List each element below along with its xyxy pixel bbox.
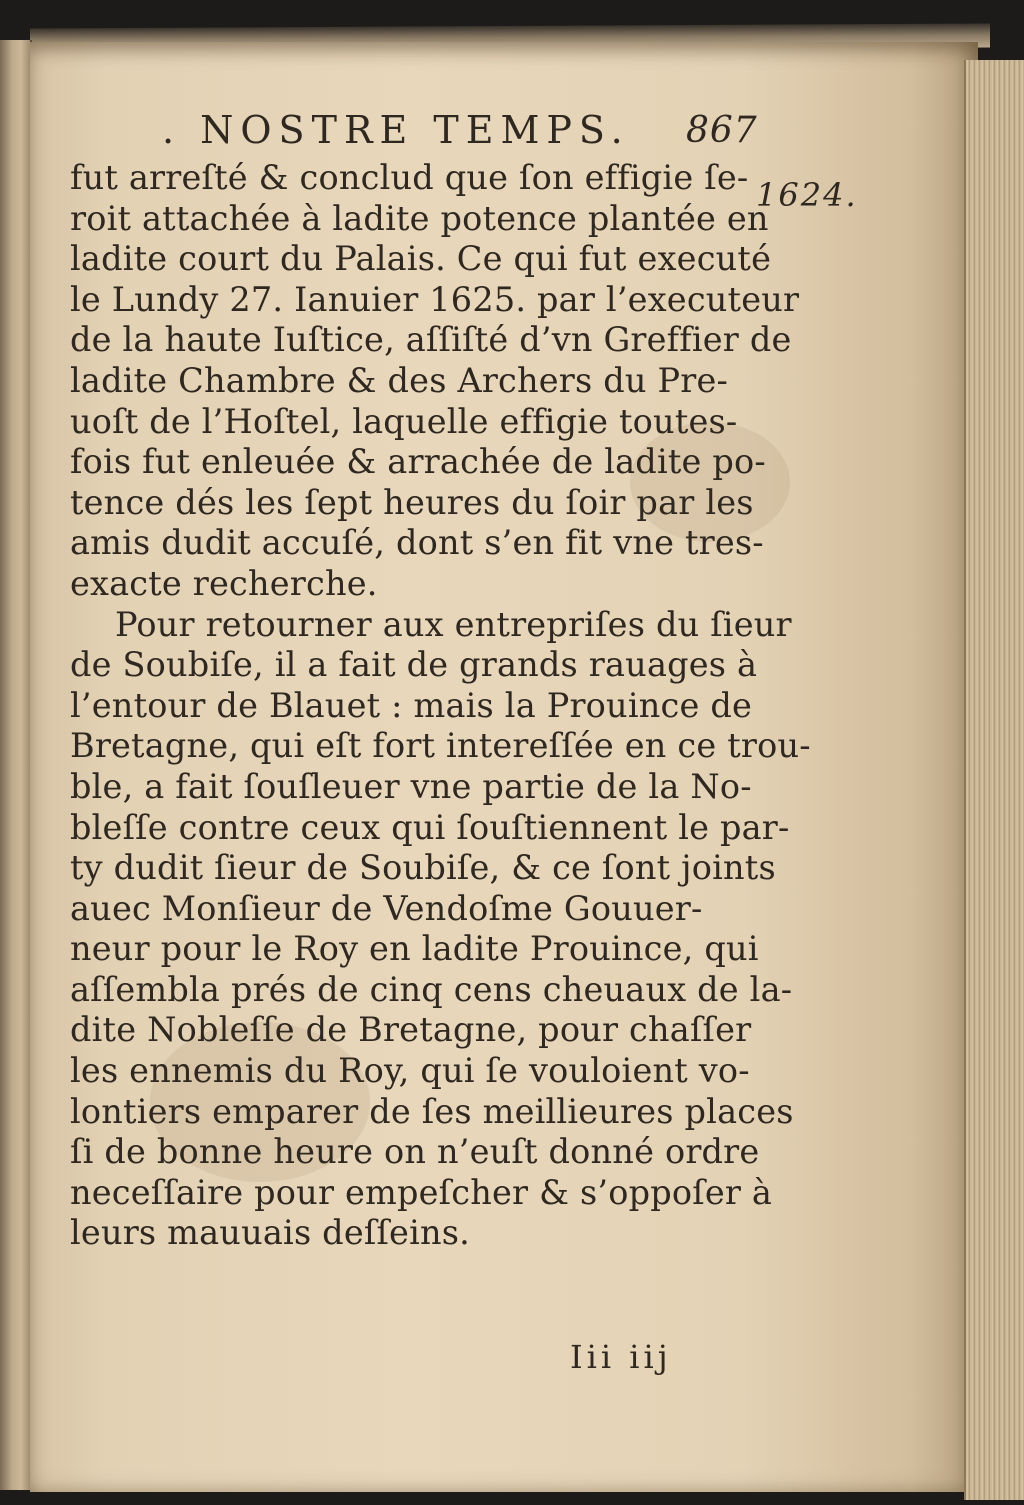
text-line: neur pour le Roy en ladite Prouince, qui — [70, 929, 759, 969]
text-line: tence dés les ſept heures du ſoir par les — [70, 482, 754, 522]
text-line: neceſſaire pour empeſcher & s’oppoſer à — [70, 1172, 773, 1212]
text-line: aſſembla prés de cinq cens cheuaux de la- — [70, 969, 793, 1009]
text-line: les ennemis du Roy, qui ſe vouloient vo- — [70, 1051, 750, 1091]
text-line: ble, a fait ſouſleuer vne partie de la No- — [70, 766, 752, 806]
text-line: exacte recherche. — [70, 563, 378, 603]
running-title: . NOSTRE TEMPS. — [162, 108, 630, 152]
margin-year-note: 1624. — [756, 176, 858, 214]
text-line: uoſt de l’Hoſtel, laquelle effigie toutes- — [70, 401, 738, 441]
text-line: fut arreſté & conclud que ſon effigie ſe- — [70, 158, 749, 197]
text-line: fois fut enleuée & arrachée de ladite po- — [70, 442, 766, 482]
text-line: ladite court du Palais. Ce qui fut executé — [70, 239, 772, 279]
facing-page-edge — [0, 40, 32, 1490]
text-line: roit attachée à ladite potence plantée en — [70, 198, 769, 238]
text-line: Bretagne, qui eſt fort intereſſée en ce trou- — [70, 726, 811, 766]
text-line: lontiers emparer de ſes meillieures places — [70, 1091, 794, 1131]
text-line: amis dudit accuſé, dont s’en fit vne tres- — [70, 523, 764, 563]
text-line: leurs mauuais deſſeins. — [70, 1213, 471, 1253]
text-line: auec Monſieur de Vendoſme Gouuer- — [70, 888, 703, 928]
fore-edge — [964, 60, 1024, 1500]
text-line: ſi de bonne heure on n’euſt donné ordre — [70, 1132, 760, 1172]
text-line: l’entour de Blauet : mais la Prouince de — [70, 685, 753, 725]
page-number: 867 — [686, 110, 758, 151]
text-line: de la haute Iuſtice, aſſiſté d’vn Greffier de — [70, 320, 792, 360]
text-line: ty dudit ſieur de Soubiſe, & ce ſont joints — [70, 848, 776, 888]
text-line: Pour retourner aux entrepriſes du ſieur — [115, 604, 792, 644]
text-line: bleſſe contre ceux qui ſouſtiennent le par- — [70, 807, 790, 847]
text-line: le Lundy 27. Ianuier 1625. par l’executeur — [70, 279, 800, 319]
text-line: dite Nobleſſe de Bretagne, pour chaſſer — [70, 1010, 752, 1050]
signature-mark: Iii iij — [570, 1338, 672, 1376]
text-line: ladite Chambre & des Archers du Pre- — [70, 360, 729, 400]
text-line: de Soubiſe, il a fait de grands rauages à — [70, 645, 758, 685]
running-head — [70, 108, 770, 158]
